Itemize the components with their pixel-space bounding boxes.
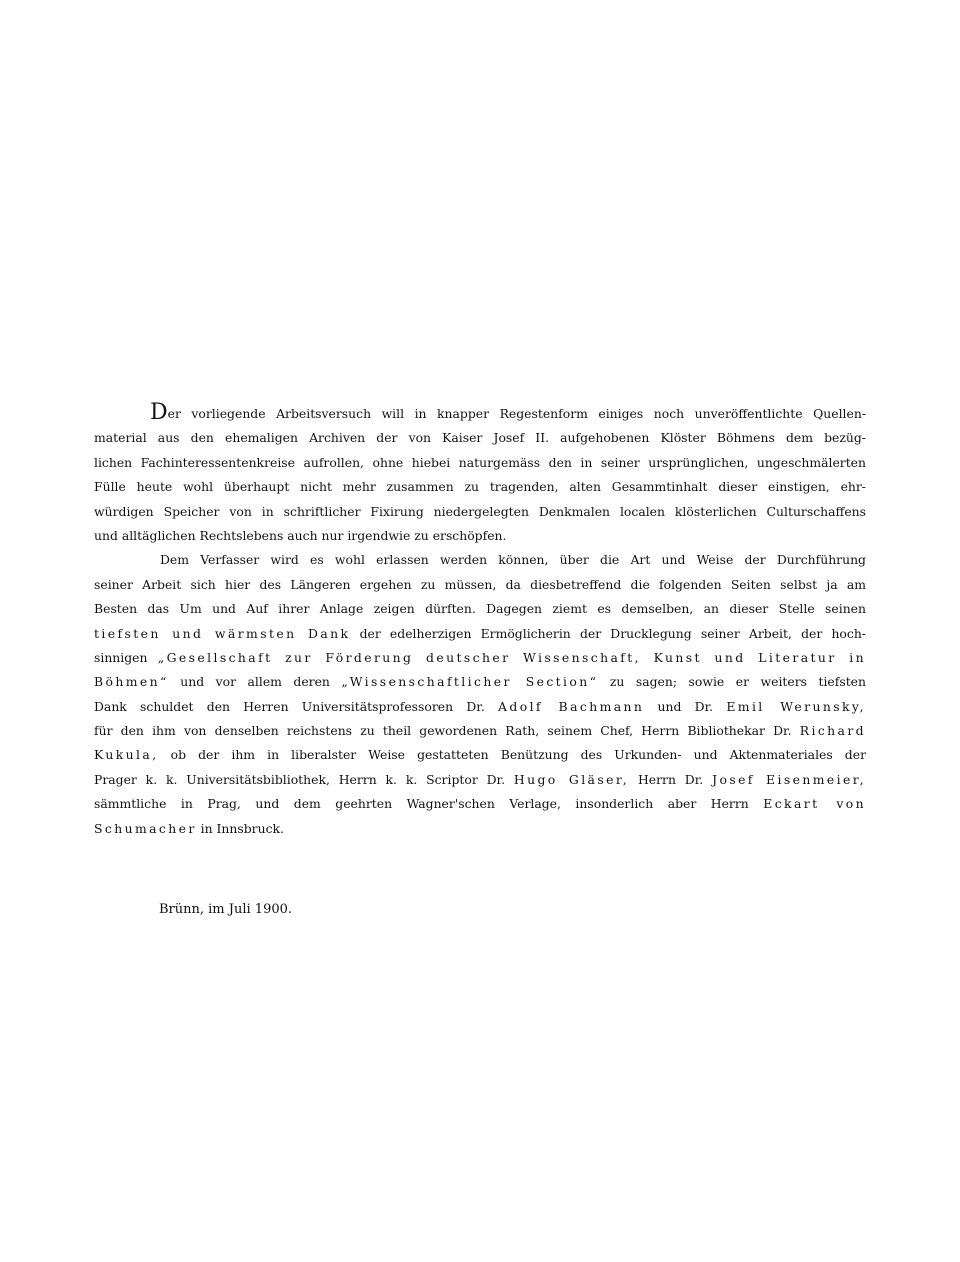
place-and-date: Brünn, im Juli 1900. bbox=[159, 902, 293, 917]
paragraph-2-line-5: sinnigen „Gesellschaft zur Förderung deutscher Wissenschaft, Kunst und Literatur in bbox=[94, 649, 866, 665]
paragraph-1-line-3: lichen Fachinteressentenkreise aufrollen, ohne hiebei naturgemäss den in seiner ursprünglichen, ungeschmälerten bbox=[94, 454, 866, 470]
paragraph-2-line-4: tiefsten und wärmsten Dank der edelherzigen Ermöglicherin der Drucklegung seiner Arbeit, der hoch- bbox=[94, 625, 866, 641]
paragraph-1-line-1: Der vorliegende Arbeitsversuch will in knapper Regestenform einiges noch unveröffentlichte Quellen- bbox=[150, 400, 866, 425]
paragraph-2-line-8: für den ihm von denselben reichstens zu theil gewordenen Rath, seinem Chef, Herrn Bibliothekar Dr. Richard bbox=[94, 723, 866, 739]
spaced-name: Schumacher bbox=[94, 820, 197, 836]
paragraph-2-line-12: Schumacher in Innsbruck. bbox=[94, 820, 284, 836]
paragraph-2-line-2: seiner Arbeit sich hier des Längeren ergehen zu müssen, da diesbetreffend die folgenden Seiten selbst ja am bbox=[94, 576, 866, 592]
paragraph-1-line-4: Fülle heute wohl überhaupt nicht mehr zusammen zu tragenden, alten Gesammtinhalt dieser einstigen, ehr- bbox=[94, 479, 866, 495]
paragraph-2-line-1: Dem Verfasser wird es wohl erlassen werden können, über die Art und Weise der Durchführung bbox=[160, 552, 866, 568]
paragraph-2-line-11: sämmtliche in Prag, und dem geehrten Wagner'schen Verlage, insonderlich aber Herrn Eckart von bbox=[94, 796, 866, 812]
paragraph-2-line-9: Kukula, ob der ihm in liberalster Weise gestatteten Benützung des Urkunden- und Aktenmateriales der bbox=[94, 747, 866, 763]
spaced-emphasis: tiefsten und wärmsten Dank bbox=[94, 625, 351, 641]
spaced-name: Hugo Gläser, bbox=[513, 771, 630, 787]
paragraph-2-line-10: Prager k. k. Universitätsbibliothek, Herrn k. k. Scriptor Dr. Hugo Gläser, Herrn Dr. Josef Eisenmeier, bbox=[94, 771, 867, 787]
spaced-name: Adolf Bachmann bbox=[498, 698, 645, 714]
paragraph-2-line-7: Dank schuldet den Herren Universitätsprofessoren Dr. Adolf Bachmann und Dr. Emil Werunsky, bbox=[94, 698, 867, 714]
spaced-name: Kukula, bbox=[94, 747, 159, 763]
spaced-emphasis: „Wissenschaftlicher Section“ bbox=[341, 674, 599, 690]
paragraph-1-line-5: würdigen Speicher von in schriftlicher Fixirung niedergelegten Denkmalen localen klösterlichen Culturschaffens bbox=[94, 503, 866, 519]
paragraph-1-line-2: material aus den ehemaligen Archiven der von Kaiser Josef II. aufgehobenen Klöster Böhmens dem bezüg- bbox=[94, 430, 866, 446]
spaced-name: Eckart von bbox=[763, 796, 866, 812]
spaced-name: Josef Eisenmeier, bbox=[712, 771, 867, 787]
spaced-emphasis: „Gesellschaft zur Förderung deutscher Wissenschaft, Kunst und Literatur in bbox=[157, 649, 866, 665]
spaced-name: Emil Werunsky, bbox=[726, 698, 867, 714]
preface-text bbox=[94, 402, 866, 841]
spaced-name: Richard bbox=[799, 723, 866, 739]
paragraph-1-line-6: und alltäglichen Rechtslebens auch nur irgendwie zu erschöpfen. bbox=[94, 527, 507, 543]
spaced-emphasis: Böhmen“ bbox=[94, 674, 169, 690]
paragraph-2-line-6: Böhmen“ und vor allem deren „Wissenschaftlicher Section“ zu sagen; sowie er weiters tiefsten bbox=[94, 674, 866, 690]
paragraph-2-line-3: Besten das Um und Auf ihrer Anlage zeigen dürften. Dagegen ziemt es demselben, an dieser Stelle seinen bbox=[94, 601, 866, 617]
drop-cap: D bbox=[150, 400, 168, 425]
